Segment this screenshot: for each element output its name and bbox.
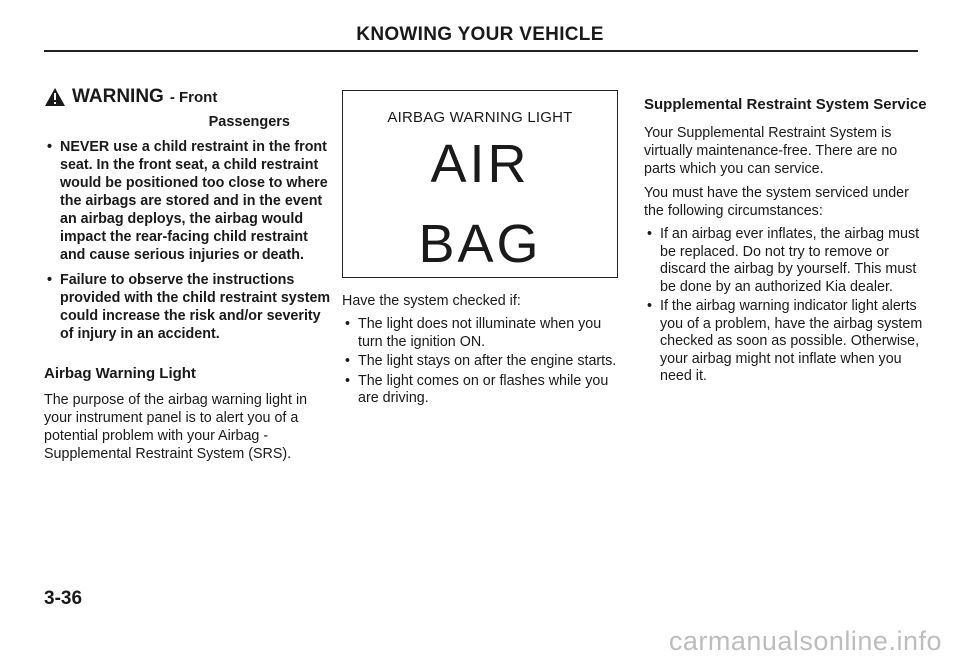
bullet-icon: •: [647, 226, 653, 242]
warning-bullet-list: [44, 138, 334, 343]
bullet-icon: •: [345, 316, 351, 332]
warning-subtitle: - Front: [169, 88, 218, 106]
middle-column: [342, 90, 624, 410]
list-item: • The light comes on or flashes while you are driving.: [345, 372, 609, 406]
warning-triangle-icon: [44, 87, 66, 107]
airbag-box-title: AIRBAG WARNING LIGHT: [387, 109, 573, 126]
check-bullet-list: [342, 316, 624, 408]
check-intro: Have the system checked if:: [342, 293, 521, 309]
header-divider: [44, 50, 918, 52]
list-item: • The light stays on after the engine starts.: [345, 353, 617, 369]
list-item: • If an airbag ever inflates, the airbag must be replaced. Do not try to remove or discard the airbag by yourself. This must be done by an authorized Kia dealer.: [647, 226, 920, 295]
airbag-warning-light-text: The purpose of the airbag warning light in your instrument panel is to alert you of a potential problem with your Airbag - Supplemental Restraint System (SRS).: [44, 392, 308, 462]
warning-subtitle-continued: Passengers: [208, 114, 290, 130]
warning-label: WARNING: [72, 86, 164, 107]
page-header: KNOWING YOUR VEHICLE: [356, 24, 604, 45]
list-item: • The light does not illuminate when you turn the ignition ON.: [345, 316, 602, 350]
airbag-warning-light-illustration: [342, 90, 618, 278]
list-item: • If the airbag warning indicator light alerts you of a problem, have the airbag system checked as soon as possible. Otherwise, your airbag might not inflate when you need it.: [647, 298, 923, 384]
left-column: [44, 86, 334, 463]
list-item: • Failure to observe the instructions provided with the child restraint system could increase the risk and/or severity of injury in an accident.: [47, 272, 331, 342]
bullet-icon: •: [47, 139, 53, 155]
srs-service-paragraph-1: Your Supplemental Restraint System is virtually maintenance-free. There are no parts which you can service.: [644, 125, 898, 177]
srs-service-paragraph-2: You must have the system serviced under the following circumstances:: [644, 185, 909, 219]
watermark: carmanualsonline.info: [668, 626, 942, 656]
list-item: • NEVER use a child restraint in the front seat. In the front seat, a child restraint would be positioned too close to where the airbags are stored and in the event an airbag deploys, the airbag would impact the rear-facing child restraint and cause serious injuries or death.: [47, 139, 328, 263]
srs-service-bullet-list: [644, 226, 928, 386]
bullet-icon: •: [345, 353, 351, 369]
warning-title: [44, 86, 334, 108]
srs-service-heading: Supplemental Restraint System Service: [644, 96, 927, 113]
airbag-indicator-text-line2: BAG: [418, 214, 542, 274]
airbag-warning-light-heading: Airbag Warning Light: [44, 365, 196, 382]
airbag-indicator-text-line1: AIR: [430, 134, 530, 194]
bullet-icon: •: [647, 298, 653, 314]
bullet-icon: •: [47, 272, 53, 288]
page-number: 3-36: [44, 588, 83, 609]
right-column: [644, 96, 928, 388]
bullet-icon: •: [345, 372, 351, 389]
